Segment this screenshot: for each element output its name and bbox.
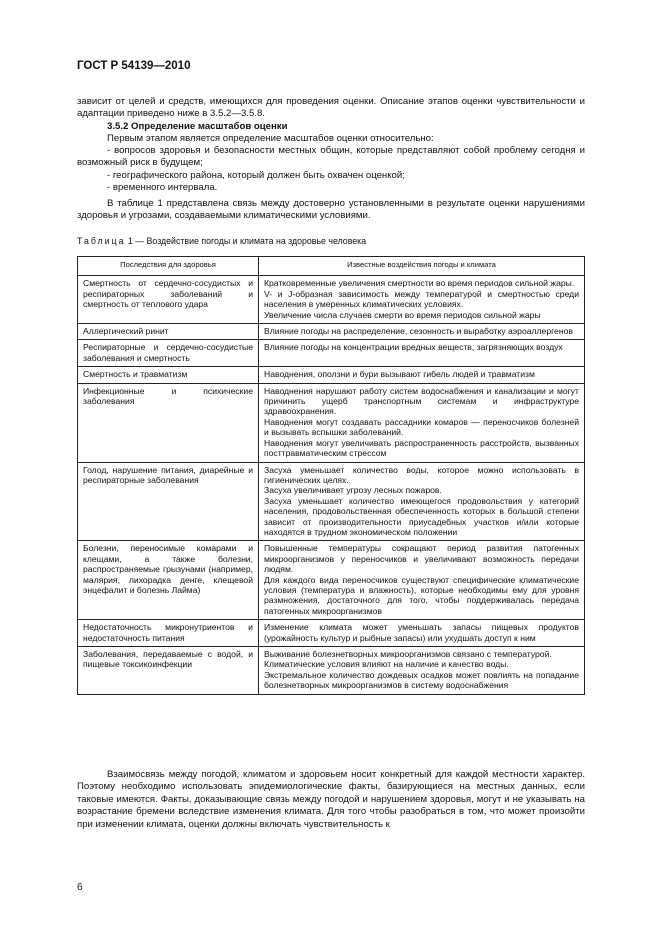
table-row (78, 340, 585, 367)
impact-line: Наводнения нарушают работу систем водоснабжения и канализации и могут причинить ущерб транспортным системам и инфраструктуре здравоохранения. (264, 385, 579, 417)
health-effect-cell: Смертность и травматизм (78, 367, 259, 383)
table-row (78, 324, 585, 340)
impact-line: Засуха уменьшает количество имеющегося продовольствия у категорий населения, продовольственная обеспеченность которых в большой степени зависит от производительности приусадебных участков и/или которые находятся в трудном экономическом положении (264, 495, 579, 537)
climate-impact-cell (259, 276, 585, 324)
impact-line: Наводнения, оползни и бури вызывают гибель людей и травматизм (264, 369, 535, 380)
impact-line: Климатические условия влияют на наличие и качество воды. (264, 659, 509, 670)
table-reference-paragraph: В таблице 1 представлена связь между достоверно установленными в результате оценки нарушениями здоровья и угрозами, создаваемыми климатическими условиями. (77, 198, 585, 222)
climate-impact-cell (259, 620, 585, 647)
climate-impact-cell (259, 647, 585, 695)
impact-line: Увеличение числа случаев смерти во время периодов сильной жары (264, 309, 541, 320)
scope-bullet: - временного интервала. (107, 182, 218, 193)
impact-line: Наводнения могут создавать рассадники комаров — переносчиков болезней и вызывать вспышки заболеваний. (264, 416, 579, 438)
column-header-effects: Последствия для здоровья (78, 257, 259, 276)
climate-impact-cell (259, 367, 585, 383)
health-effect-cell: Респираторные и сердечно-сосудистые заболевания и смертность (78, 340, 259, 367)
impact-line: Засуха уменьшает количество воды, которое можно использовать в гигиенических целях. (264, 464, 579, 485)
climate-impact-cell (259, 340, 585, 367)
table-header-row (78, 257, 585, 276)
impact-line: Наводнения могут увеличивать распространенность расстройств, вызванных посттравматическим стрессом (264, 437, 579, 459)
section-heading: 3.5.2 Определение масштабов оценки (107, 121, 288, 132)
impact-line: Повышенные температуры сокращают период развития патогенных микроорганизмов у переносчиков и увеличивают возможность передачи людям. (264, 543, 579, 575)
impact-line: V- и J-образная зависимость между температурой и смертностью среди населения в умеренных климатических условиях. (264, 288, 579, 310)
scope-bullet: - вопросов здоровья и безопасности местных общин, которые представляют собой проблему сегодня и возможный риск в будущем; (77, 145, 585, 169)
impact-line: Для каждого вида переносчиков существуют специфические климатические условия (температура и влажность), которые необходимы ему для уровня размножения, достаточного для того, чтобы поддерживалась передача патогенных микроорганизмов (264, 574, 579, 616)
impact-line: Экстремальное количество дождевых осадков может повлиять на попадание болезнетворных микроорганизмов в систему водоснабжения (264, 669, 579, 691)
table-row (78, 276, 585, 324)
intro-paragraph: зависит от целей и средств, имеющихся для проведения оценки. Описание этапов оценки чувствительности и адаптации приведено ниже в 3.5.2—3.5.8. (77, 96, 585, 120)
impact-line: Выживание болезнетворных микроорганизмов связано с температурой. (264, 649, 552, 659)
impact-line: Влияние погоды на распределение, сезонность и выработку аэроаллергенов (264, 326, 573, 337)
health-effect-cell: Аллергический ринит (78, 324, 259, 340)
health-effect-cell: Заболевания, передаваемые с водой, и пищевые токсикоинфекции (78, 647, 259, 695)
climate-impact-cell (259, 541, 585, 620)
table-row (78, 462, 585, 541)
table-row (78, 383, 585, 462)
table-row (78, 367, 585, 383)
table-caption-text: 1 — Воздействие погоды и климата на здоровье человека (127, 236, 367, 246)
health-effect-cell: Голод, нарушение питания, диарейные и респираторные заболевания (78, 462, 259, 541)
health-effect-cell: Инфекционные и психические заболевания (78, 383, 259, 462)
page-number: 6 (77, 882, 83, 893)
scope-bullet: - географического района, который должен быть охвачен оценкой; (107, 170, 405, 181)
climate-impact-cell (259, 462, 585, 541)
table-row (78, 620, 585, 647)
document-id-header: ГОСТ Р 54139—2010 (77, 60, 191, 72)
table-caption (77, 236, 366, 246)
table-row (78, 541, 585, 620)
climate-impact-cell (259, 324, 585, 340)
table-caption-label: Таблица (77, 236, 126, 246)
scope-lead-text: Первым этапом является определение масштабов оценки относительно: (107, 133, 434, 144)
impact-line: Засуха увеличивает угрозу лесных пожаров. (264, 485, 442, 496)
health-effect-cell: Недостаточность микронутриентов и недостаточность питания (78, 620, 259, 647)
health-impact-table (77, 256, 585, 695)
health-effect-cell: Болезни, переносимые комарами и клещами, а также болезни, распространяемые грызунами (например, малярия, лихорадка денге, клещевой энцефалит и болезнь Лайма) (78, 541, 259, 620)
closing-paragraph: Взаимосвязь между погодой, климатом и здоровьем носит конкретный для каждой местности характер. Поэтому необходимо использовать эпидемиологические факты, базирующиеся на местных данных, если таковые имеются. Факты, доказывающие связь между погодой и нарушением здоровья, могут и не указывать на возрастание бремени вследствие изменения климата. Для того чтобы разобраться в том, что может произойти при изменении климата, оценки должны включать чувствительность к (77, 769, 585, 830)
column-header-impacts: Известные воздействия погоды и климата (259, 257, 585, 276)
climate-impact-cell (259, 383, 585, 462)
impact-line: Кратковременные увеличения смертности во время периодов сильной жары. (264, 278, 575, 289)
table-row (78, 647, 585, 695)
health-effect-cell: Смертность от сердечно-сосудистых и респираторных заболеваний и смертность от теплового удара (78, 276, 259, 324)
impact-line: Изменение климата может уменьшать запасы пищевых продуктов (урожайность культур и рыбные запасы) или ухудшать доступ к ним (264, 622, 579, 643)
impact-line: Влияние погоды на концентрации вредных веществ, загрязняющих воздух (264, 342, 563, 353)
